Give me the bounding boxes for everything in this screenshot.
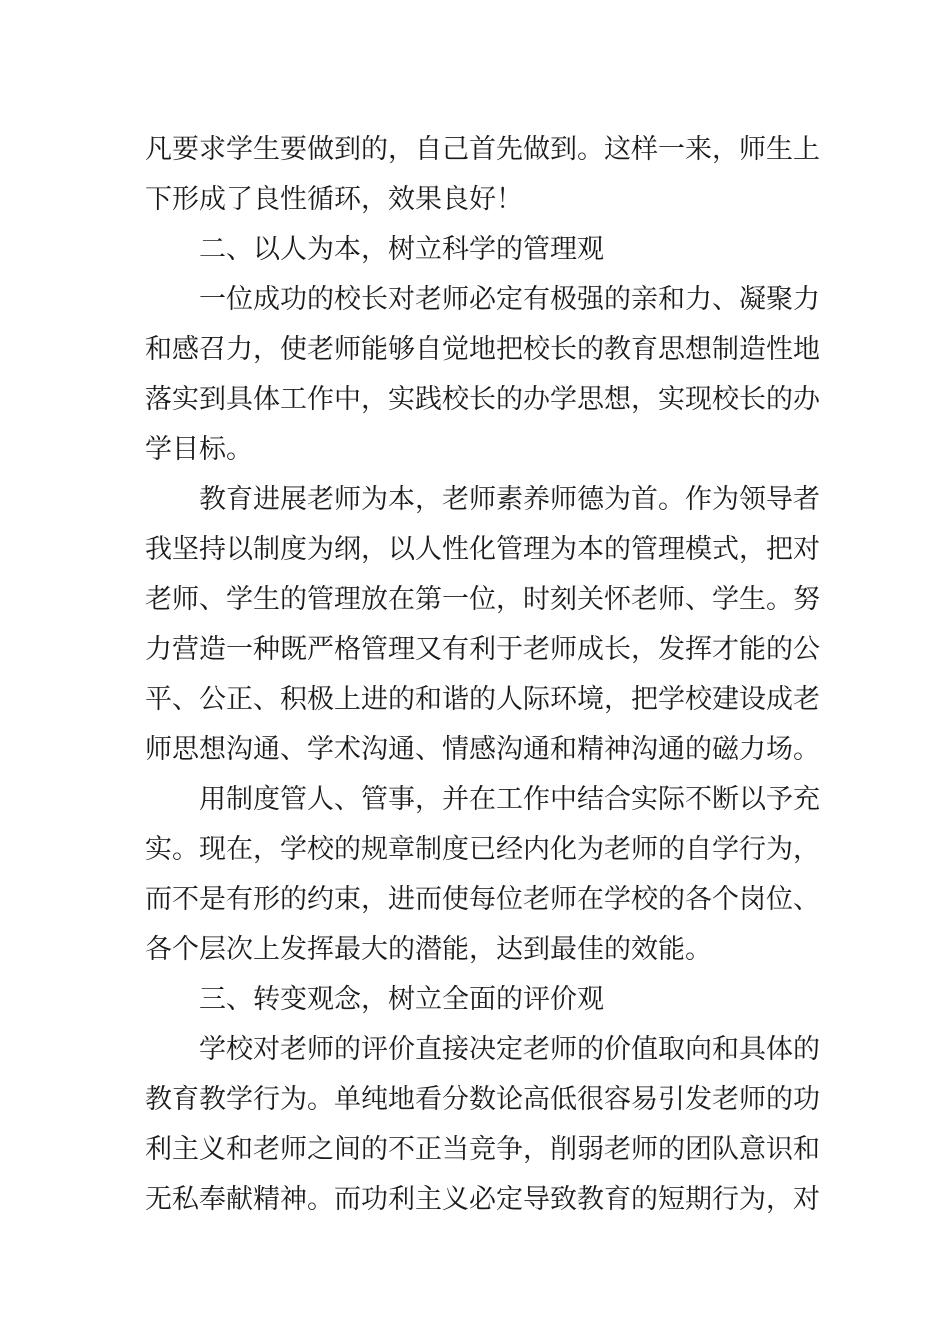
paragraph-line: 而不是有形的约束，进而使每位老师在学校的各个岗位、 xyxy=(145,884,820,915)
paragraph-line: 实。现在，学校的规章制度已经内化为老师的自学行为， xyxy=(145,834,820,865)
paragraph-line: 师思想沟通、学术沟通、情感沟通和精神沟通的磁力场。 xyxy=(145,734,820,765)
paragraph-line: 平、公正、积极上进的和谐的人际环境，把学校建设成老 xyxy=(145,684,820,715)
paragraph-line: 用制度管人、管事，并在工作中结合实际不断以予充 xyxy=(199,784,820,815)
paragraph-line: 我坚持以制度为纲，以人性化管理为本的管理模式，把对 xyxy=(145,534,820,565)
paragraph-line: 学校对老师的评价直接决定老师的价值取向和具体的 xyxy=(199,1034,820,1065)
paragraph-line: 教育教学行为。单纯地看分数论高低很容易引发老师的功 xyxy=(145,1084,820,1115)
paragraph-line: 利主义和老师之间的不正当竞争，削弱老师的团队意识和 xyxy=(145,1134,820,1165)
paragraph-line: 一位成功的校长对老师必定有极强的亲和力、凝聚力 xyxy=(199,284,820,315)
paragraph-line: 凡要求学生要做到的，自己首先做到。这样一来，师生上 xyxy=(145,134,820,165)
paragraph-line: 和感召力，使老师能够自觉地把校长的教育思想制造性地 xyxy=(145,334,820,365)
paragraph-line: 学目标。 xyxy=(145,434,253,465)
paragraph-line: 教育进展老师为本，老师素养师德为首。作为领导者 xyxy=(199,484,820,515)
paragraph-line: 下形成了良性循环，效果良好！ xyxy=(145,184,523,215)
paragraph-line: 落实到具体工作中，实践校长的办学思想，实现校长的办 xyxy=(145,384,820,415)
paragraph-line: 各个层次上发挥最大的潜能，达到最佳的效能。 xyxy=(145,934,712,965)
section-heading: 三、转变观念，树立全面的评价观 xyxy=(199,984,604,1015)
paragraph-line: 无私奉献精神。而功利主义必定导致教育的短期行为，对 xyxy=(145,1184,820,1215)
section-heading: 二、以人为本，树立科学的管理观 xyxy=(199,234,604,265)
paragraph-line: 力营造一种既严格管理又有利于老师成长，发挥才能的公 xyxy=(145,634,820,665)
paragraph-line: 老师、学生的管理放在第一位，时刻关怀老师、学生。努 xyxy=(145,584,820,615)
